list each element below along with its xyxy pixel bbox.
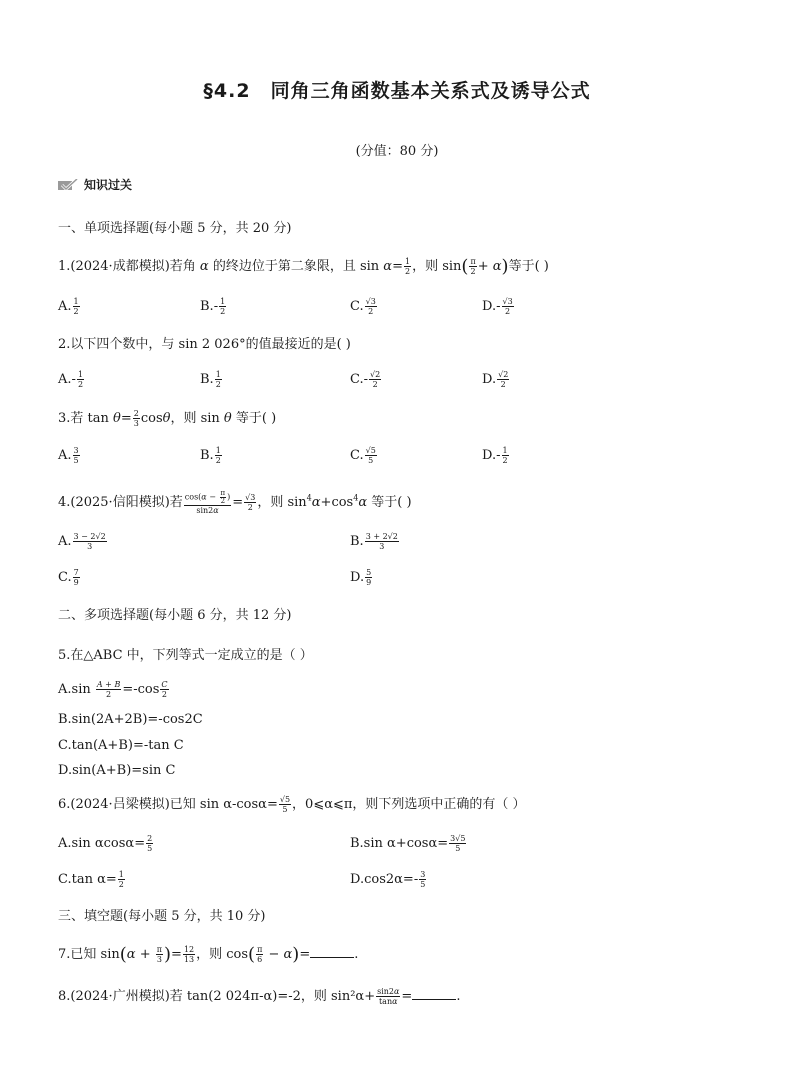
q2-option-c[interactable]: C.- $\frac{√2}{2}$	[350, 370, 381, 389]
part-heading-2: 二、多项选择题(每小题 6 分，共 12 分)	[58, 608, 292, 623]
q4-option-b[interactable]: B. $\frac{3 + 2√2}{3}$	[350, 532, 398, 551]
question-8: 8.(2024·广州模拟)若 tan(2 024π-α)=-2，则 sin²α+ $\frac{\sin 2\alpha}{\tan\alpha}$ = .	[58, 987, 461, 1006]
part-heading-1: 一、单项选择题(每小题 5 分，共 20 分)	[58, 221, 292, 236]
q2-option-d[interactable]: D. $\frac{√2}{2}$	[482, 370, 509, 389]
q6-option-c[interactable]: C.tan α= $\frac{1}{2}$	[58, 870, 124, 889]
q1-option-a[interactable]: A. $\frac{1}{2}$	[58, 297, 79, 316]
part-heading-3: 三、填空题(每小题 5 分，共 10 分)	[58, 909, 266, 924]
q8-answer-blank[interactable]	[412, 987, 456, 1000]
question-6: 6.(2024·吕梁模拟)已知 sin α-cosα= $\frac{√5}{5}$ ，0⩽α⩽π，则下列选项中正确的有（ ）	[58, 795, 526, 814]
score-label: (分值：80 分)	[355, 144, 439, 159]
q7-answer-blank[interactable]	[310, 945, 354, 958]
q3-option-b[interactable]: B. $\frac{1}{2}$	[200, 446, 221, 465]
q2-option-b[interactable]: B. $\frac{1}{2}$	[200, 370, 221, 389]
q1-option-d[interactable]: D.- $\frac{√3}{2}$	[482, 297, 513, 316]
q3-option-c[interactable]: C. $\frac{√5}{5}$	[350, 446, 376, 465]
q1-option-c[interactable]: C. $\frac{√3}{2}$	[350, 297, 376, 316]
question-1: 1.(2024·成都模拟)若角 α 的终边位于第二象限，且 sin α= $\frac{1}{2}$ ，则 sin( $\frac{\pi}{2}$ + α)等于( )	[58, 256, 549, 277]
q4-option-a[interactable]: A. $\frac{3 - 2√2}{3}$	[58, 532, 106, 551]
question-3: 3.若 tan θ= $\frac{2}{3}$ cosθ，则 sin θ 等于( )	[58, 409, 277, 428]
section-header	[58, 176, 132, 193]
q5-option-c[interactable]: C.tan(A+B)=-tan C	[58, 738, 184, 753]
q4-option-d[interactable]: D. $\frac{5}{9}$	[350, 568, 372, 587]
question-4: 4.(2025·信阳模拟)若 cos(α − $\frac{\pi}{2}$ ) sin2α = $\frac{√3}{2}$ ，则 $\sin^4\alpha+\cos^4\alpha$ 等于( )	[58, 489, 412, 515]
question-5: 5.在△ABC 中，下列等式一定成立的是（ ）	[58, 648, 313, 663]
question-2: 2.以下四个数中，与 sin 2 026°的值最接近的是( )	[58, 337, 351, 352]
q5-option-d[interactable]: D.sin(A+B)=sin C	[58, 763, 176, 778]
q1-option-b[interactable]: B.- $\frac{1}{2}$	[200, 297, 226, 316]
q4-option-c[interactable]: C. $\frac{7}{9}$	[58, 568, 79, 587]
q3-option-d[interactable]: D.- $\frac{1}{2}$	[482, 446, 508, 465]
section-label: 知识过关	[84, 178, 133, 192]
q2-option-a[interactable]: A.- $\frac{1}{2}$	[58, 370, 84, 389]
checkmark-icon	[58, 179, 78, 191]
q6-option-d[interactable]: D.cos2α=- $\frac{3}{5}$	[350, 870, 426, 889]
q3-option-a[interactable]: A. $\frac{3}{5}$	[58, 446, 79, 465]
question-7: 7.已知 sin(α + $\frac{\pi}{3}$ )= $\frac{12}{13}$ ，则 cos( $\frac{\pi}{6}$ − α)= .	[58, 944, 359, 965]
q5-option-b[interactable]: B.sin(2A+2B)=-cos2C	[58, 712, 203, 727]
q6-option-b[interactable]: B.sin α+cosα= $\frac{3√5}{5}$	[350, 834, 466, 853]
q6-option-a[interactable]: A.sin αcosα= $\frac{2}{5}$	[58, 834, 153, 853]
q5-option-a[interactable]: A.sin $\frac{A + B}{2}$ =-cos $\frac{C}{2}$	[58, 680, 168, 699]
page-title: §4.2 同角三角函数基本关系式及诱导公式	[203, 80, 591, 102]
